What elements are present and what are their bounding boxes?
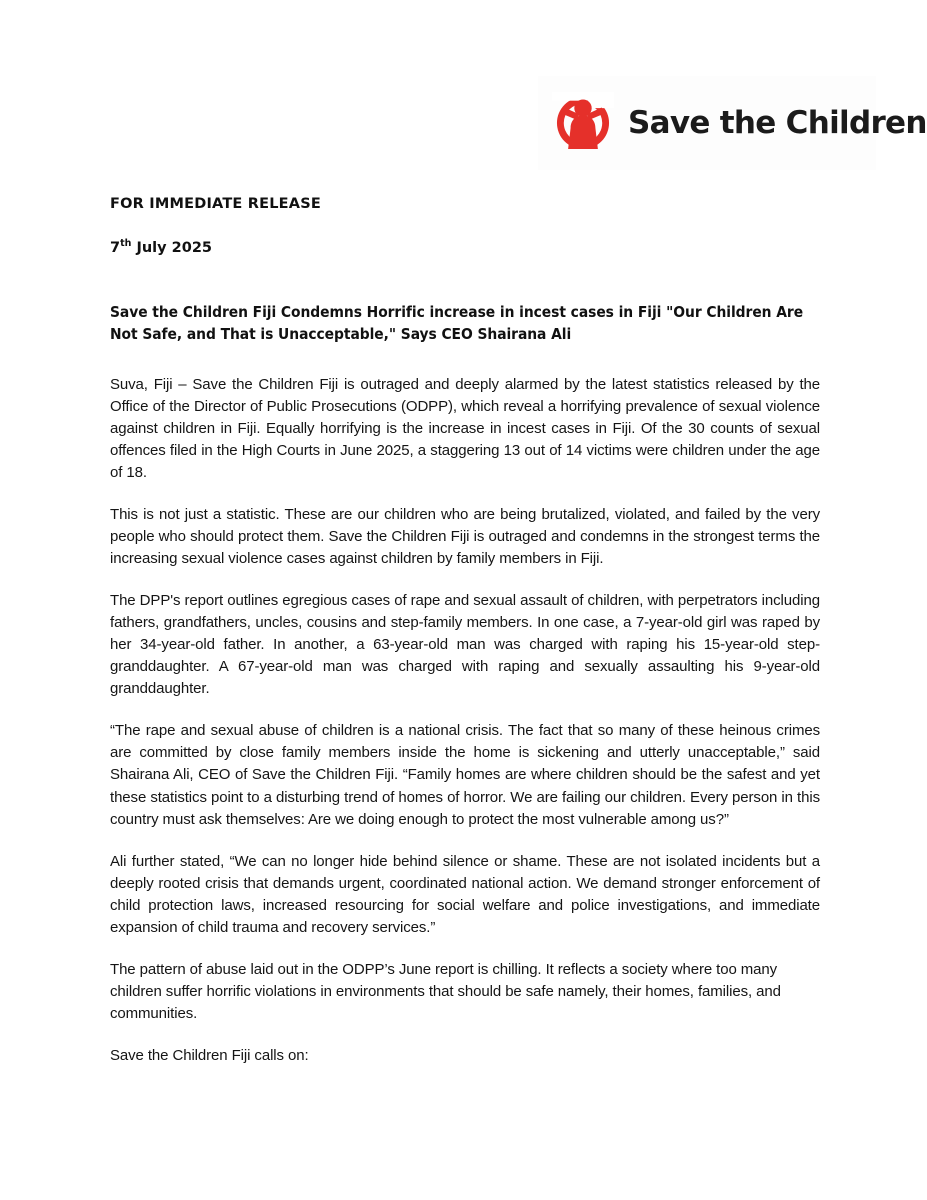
release-date	[110, 240, 820, 256]
page-title: Save the Children Fiji Condemns Horrific increase in incest cases in Fiji "Our Children Are Not Safe, and That is Unacceptable," Says CEO Shairana Ali	[110, 303, 804, 343]
logo-wordmark: Save the Children	[628, 104, 927, 141]
body-paragraph: This is not just a statistic. These are our children who are being brutalized, violated, and failed by the very people who should protect them. Save the Children Fiji is outraged and condemns in the strongest terms the increasing sexual violence cases against children by family members in Fiji.	[110, 505, 820, 568]
save-the-children-logo	[538, 76, 927, 170]
calls-on-lead-in: Save the Children Fiji calls on:	[110, 1046, 309, 1064]
date-ordinal-suffix: th	[120, 238, 132, 250]
body-paragraph: “The rape and sexual abuse of children is a national crisis. The fact that so many of these heinous crimes are committed by close family members inside the home is sickening and utterly unacceptable,” said Shairana Ali, CEO of Save the Children Fiji. “Family homes are where children should be the safest and yet these statistics point to a disturbing trend of homes of horror. We are failing our children. Every person in this country must ask themselves: Are we doing enough to protect the most vulnerable among us?”	[110, 722, 820, 828]
body-paragraph: Suva, Fiji – Save the Children Fiji is outraged and deeply alarmed by the latest statistics released by the Office of the Director of Public Prosecutions (ODPP), which reveal a horrifying prevalence of sexual violence against children in Fiji. Equally horrifying is the increase in incest cases in Fiji. Of the 30 counts of sexual offences filed in the High Courts in June 2025, a staggering 13 out of 14 victims were children under the age of 18.	[110, 375, 820, 481]
date-day: 7	[110, 240, 121, 256]
date-month-year: July 2025	[131, 240, 212, 256]
release-notice: FOR IMMEDIATE RELEASE	[110, 196, 321, 212]
body-paragraph: The pattern of abuse laid out in the ODPP’s June report is chilling. It reflects a society where too many children suffer horrific violations in environments that should be safe namely, their homes, families, and communities.	[110, 960, 781, 1022]
body-paragraph: Ali further stated, “We can no longer hide behind silence or shame. These are not isolated incidents but a deeply rooted crisis that demands urgent, coordinated national action. We demand stronger enforcement of child protection laws, increased resourcing for social welfare and police investigations, and immediate expansion of child trauma and recovery services.”	[110, 852, 820, 936]
document-body	[110, 196, 820, 1067]
body-paragraph: The DPP's report outlines egregious cases of rape and sexual assault of children, with perpetrators including fathers, grandfathers, uncles, cousins and step-family members. In one case, a 7-year-old girl was raped by her 34-year-old father. In another, a 63-year-old man was charged with raping his 15-year-old step-granddaughter. A 67-year-old man was charged with raping and sexually assaulting his 9-year-old granddaughter.	[110, 592, 820, 698]
save-the-children-child-figure-icon	[552, 92, 614, 154]
